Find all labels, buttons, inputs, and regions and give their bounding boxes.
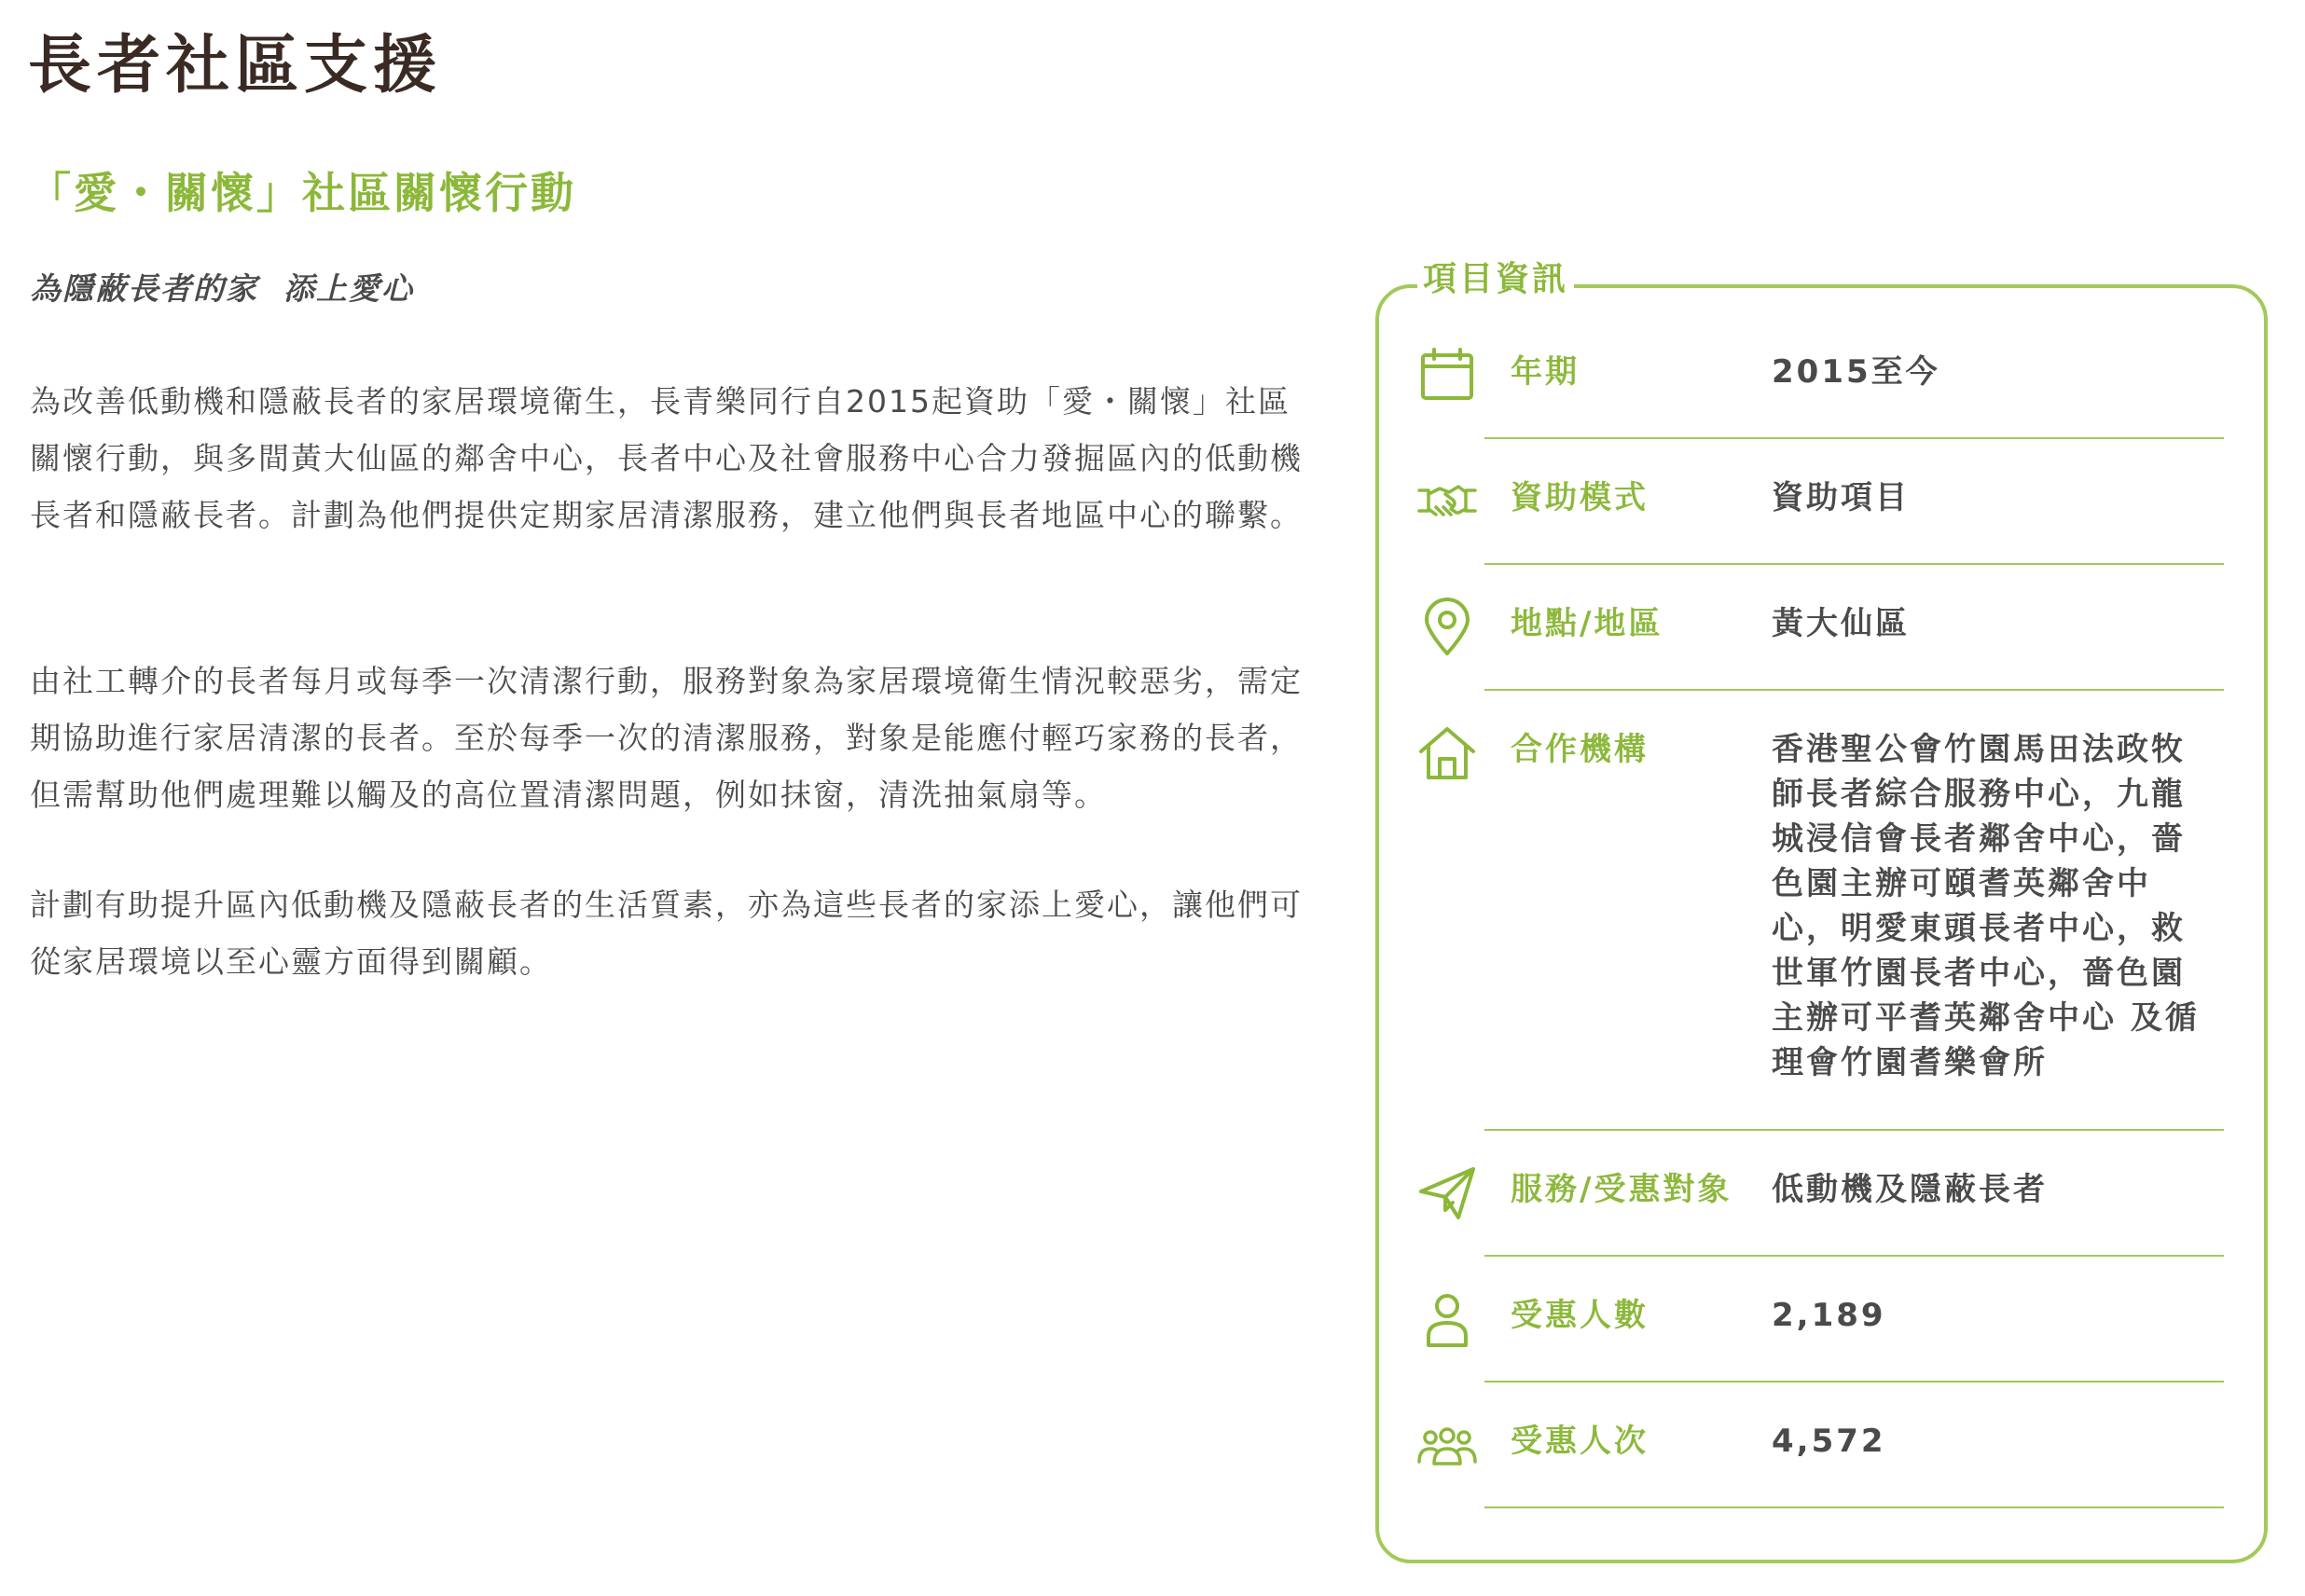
row-divider bbox=[1484, 1255, 2224, 1257]
info-label: 服務/受惠對象 bbox=[1511, 1171, 1732, 1208]
info-label: 年期 bbox=[1511, 353, 1580, 391]
info-label: 資助模式 bbox=[1511, 479, 1649, 516]
info-value: 黃大仙區 bbox=[1772, 605, 1910, 642]
info-card-title: 項目資訊 bbox=[1417, 252, 1574, 308]
info-label: 地點/地區 bbox=[1511, 605, 1663, 642]
tagline: 為隱蔽長者的家 添上愛心 bbox=[30, 270, 414, 307]
row-divider bbox=[1484, 689, 2224, 691]
info-value: 香港聖公會竹園馬田法政牧師長者綜合服務中心，九龍城浸信會長者鄰舍中心，嗇色園主辦可頤耆英鄰舍中心，明愛東頭長者中心，救世軍竹園長者中心，嗇色園主辦可平耆英鄰舍中心 及循理會竹園耆樂會所 bbox=[1772, 731, 2200, 1081]
body-paragraph: 計劃有助提升區內低動機及隱蔽長者的生活質素，亦為這些長者的家添上愛心，讓他們可從家居環境以至心靈方面得到關顧。 bbox=[30, 887, 1303, 980]
handshake-icon bbox=[1417, 470, 1477, 530]
row-divider bbox=[1484, 437, 2224, 439]
section-subtitle: 「愛・關懷」社區關懷行動 bbox=[28, 168, 576, 218]
group-icon bbox=[1417, 1415, 1477, 1475]
info-value: 2015至今 bbox=[1772, 353, 1940, 391]
info-value: 資助項目 bbox=[1772, 479, 1910, 516]
row-divider bbox=[1484, 1129, 2224, 1131]
row-divider bbox=[1484, 1381, 2224, 1383]
info-value: 4,572 bbox=[1772, 1423, 1886, 1460]
info-label: 合作機構 bbox=[1511, 731, 1649, 768]
info-value: 2,189 bbox=[1772, 1297, 1886, 1334]
paper-plane-icon bbox=[1417, 1163, 1477, 1223]
info-label: 受惠人次 bbox=[1511, 1423, 1649, 1460]
info-value: 低動機及隱蔽長者 bbox=[1772, 1171, 2048, 1208]
page-title: 長者社區支援 bbox=[28, 29, 443, 103]
home-icon bbox=[1417, 723, 1477, 783]
calendar-icon bbox=[1417, 346, 1477, 406]
row-divider bbox=[1484, 1507, 2224, 1508]
location-pin-icon bbox=[1417, 598, 1477, 657]
body-paragraph: 由社工轉介的長者每月或每季一次清潔行動，服務對象為家居環境衛生情況較惡劣，需定期協助進行家居清潔的長者。至於每季一次的清潔服務，對象是能應付輕巧家務的長者，但需幫助他們處理難以觸及的高位置清潔問題，例如抹窗，清洗抽氣扇等。 bbox=[30, 663, 1303, 813]
person-icon bbox=[1417, 1289, 1477, 1349]
row-divider bbox=[1484, 563, 2224, 565]
info-label: 受惠人數 bbox=[1511, 1297, 1649, 1334]
body-paragraph: 為改善低動機和隱蔽長者的家居環境衛生，長青樂同行自2015起資助「愛・關懷」社區關懷行動，與多間黃大仙區的鄰舍中心，長者中心及社會服務中心合力發掘區內的低動機長者和隱蔽長者。計劃為他們提供定期家居清潔服務，建立他們與長者地區中心的聯繫。 bbox=[30, 383, 1303, 533]
